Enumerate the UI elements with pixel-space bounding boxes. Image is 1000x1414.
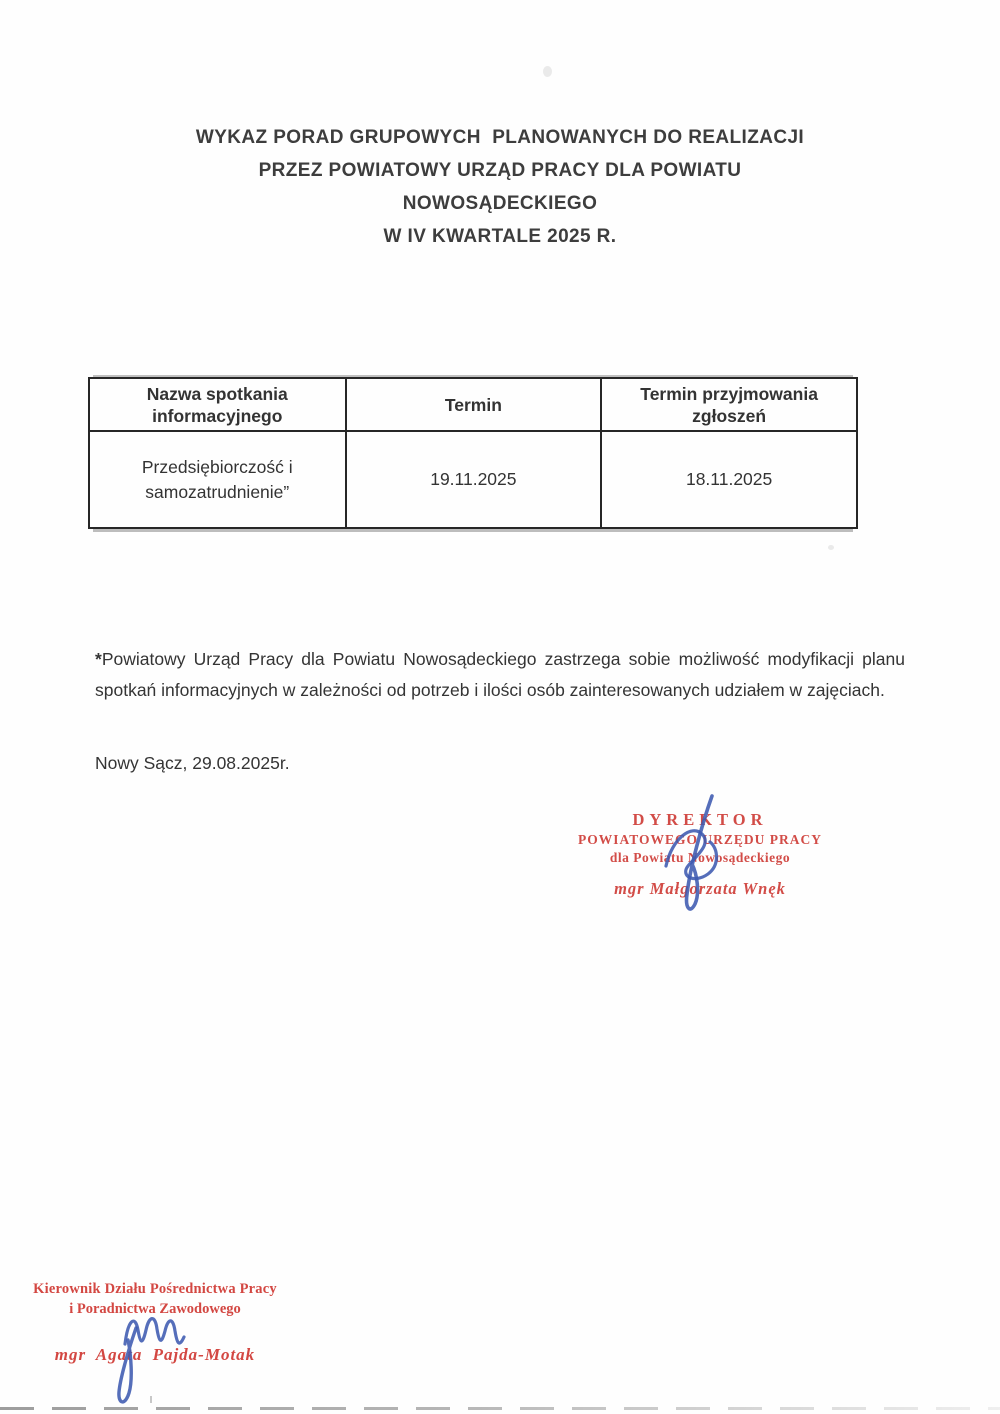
footnote-text: Powiatowy Urząd Pracy dla Powiatu Nowosądeckiego zastrzega sobie możliwość modyfikacji planu spotkań informacyjnych w zależności od potrzeb i ilości osób zainteresowanych udziałem w zajęciach. [95,649,905,700]
title-line-4: W IV KWARTALE 2025 R. [383,226,617,247]
manager-stamp [30,1281,280,1365]
title-line-3: NOWOSĄDECKIEGO [402,193,598,214]
footnote-marker: * [95,649,102,669]
scan-artifact-line [0,1407,1000,1410]
director-stamp-office: POWIATOWEGO URZĘDU PRACY [577,832,822,847]
header-registration-deadline: Termin przyjmowania zgłoszeń [601,378,857,431]
table-row [89,431,857,528]
scan-speck [828,545,834,550]
header-meeting-name: Nazwa spotkania informacyjnego [89,378,346,431]
manager-stamp-name: mgr Agata Pajda-Motak [54,1345,256,1364]
table-header-row [89,378,857,431]
manager-stamp-line2: i Poradnictwa Zawodowego [69,1301,241,1317]
manager-stamp-line1: Kierownik Działu Pośrednictwa Pracy [33,1281,277,1297]
title-line-1: WYKAZ PORAD GRUPOWYCH PLANOWANYCH DO REALIZACJI [195,127,805,148]
document-title [0,121,1000,253]
place-and-date: Nowy Sącz, 29.08.2025r. [95,753,290,773]
cell-meeting-name: Przedsiębiorczość i samozatrudnienie” [89,431,346,528]
title-line-2: PRZEZ POWIATOWY URZĄD PRACY DLA POWIATU [258,160,742,181]
director-stamp-district: dla Powiatu Nowosądeckiego [609,850,791,865]
scan-artifact-tick [150,1396,152,1403]
director-stamp [565,810,835,899]
schedule-table [88,377,858,529]
cell-date: 19.11.2025 [346,431,602,528]
scan-speck [543,66,552,77]
footnote-paragraph [95,644,905,706]
cell-registration-deadline: 18.11.2025 [601,431,857,528]
header-date: Termin [346,378,602,431]
director-stamp-title: DYREKTOR [632,810,768,829]
director-stamp-name: mgr Małgorzata Wnęk [614,879,786,898]
